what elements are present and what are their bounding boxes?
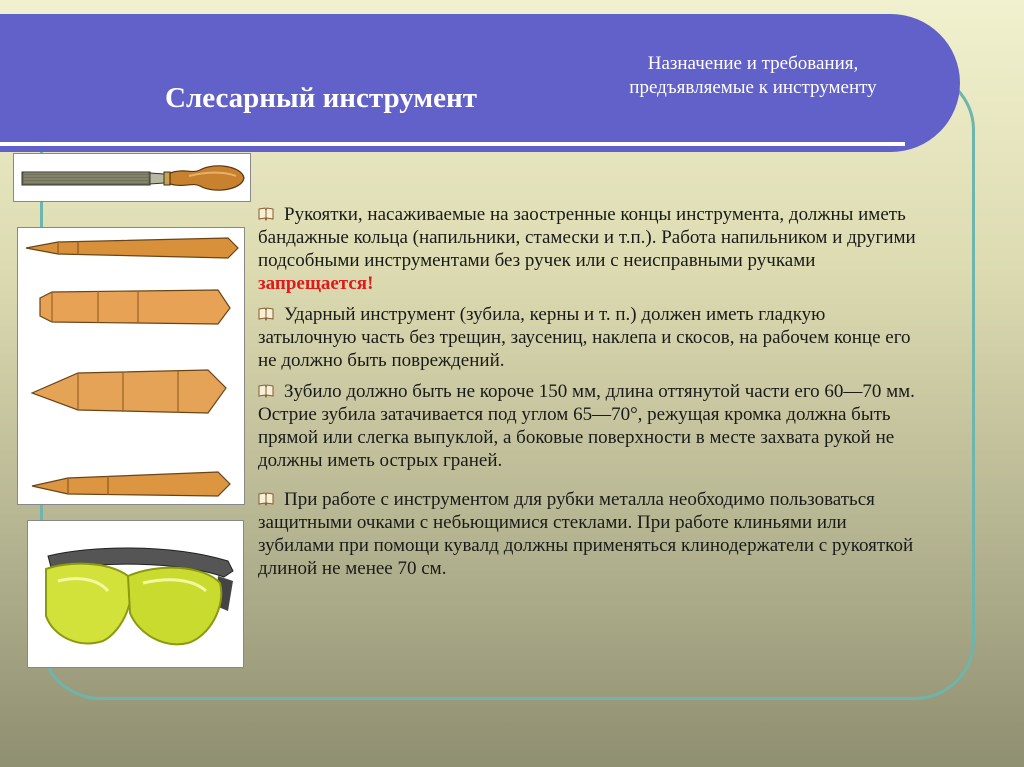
paragraph-chisel-text: Зубило должно быть не короче 150 мм, длина оттянутой части его 60—70 мм. Острие зубила затачивается под углом 65—70°, режущая кромка должна быть прямой или слегка выпуклой, а боковые поверхности в месте захвата рукой не должны иметь острых граней. xyxy=(258,381,915,471)
subtitle-line-2: предъявляемые к инструменту xyxy=(629,77,877,98)
chisels-image xyxy=(17,227,245,505)
paragraph-handles-text: Рукоятки, насаживаемые на заостренные концы инструмента, должны иметь бандажные кольца (напильники, стамески и т.п.). Работа напильником и другими подсобными инструментами без ручек или с неисправными ручками xyxy=(258,204,916,271)
slide-title: Слесарный инструмент xyxy=(165,82,477,114)
safety-goggles-image xyxy=(27,520,244,668)
book-bullet-icon xyxy=(258,384,274,398)
header-divider xyxy=(0,142,905,146)
book-bullet-icon xyxy=(258,492,274,506)
paragraph-goggles xyxy=(258,488,918,580)
paragraph-goggles-text: При работе с инструментом для рубки металла необходимо пользоваться защитными очками с небьющимися стеклами. При работе клиньями или зубилами при помощи кувалд должны применяться клинодержатели с рукояткой длиной не менее 70 см. xyxy=(258,489,914,579)
book-bullet-icon xyxy=(258,207,274,221)
paragraph-impact-tools-text: Ударный инструмент (зубила, керны и т. п.) должен иметь гладкую затылочную часть без трещин, заусениц, наклепа и скосов, на рабочем конце его не должно быть повреждений. xyxy=(258,304,911,371)
book-bullet-icon xyxy=(258,307,274,321)
paragraph-chisel xyxy=(258,380,918,472)
slide-subtitle xyxy=(588,52,918,100)
warning-text: запрещается! xyxy=(258,273,374,294)
paragraph-handles xyxy=(258,203,918,295)
content-body xyxy=(258,203,918,588)
paragraph-impact-tools xyxy=(258,303,918,372)
subtitle-line-1: Назначение и требования, xyxy=(647,53,859,74)
file-tool-image xyxy=(13,153,251,202)
